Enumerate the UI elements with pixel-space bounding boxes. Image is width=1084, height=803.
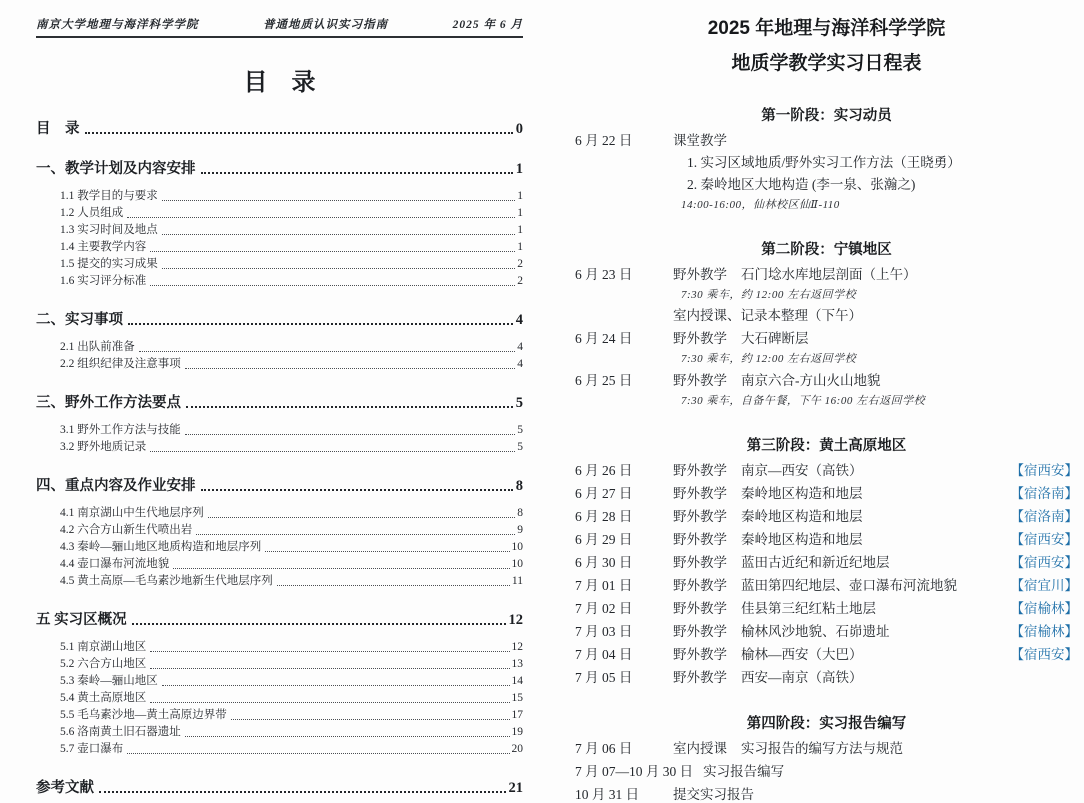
toc-page-number: 9 <box>517 524 523 536</box>
schedule-activity: 室内授课 <box>673 741 727 756</box>
toc-entry <box>36 612 523 628</box>
toc-entry-label: 3.2 野外地质记录 <box>60 441 147 453</box>
schedule-date: 7 月 02 日 <box>575 601 633 616</box>
toc-entry-label: 5.5 毛乌素沙地—黄土高原边界带 <box>60 709 227 721</box>
schedule-row <box>575 625 1078 639</box>
toc-page-number: 14 <box>511 675 523 687</box>
schedule-date: 7 月 05 日 <box>575 670 633 685</box>
schedule-description: 蓝田第四纪地层、壶口瀑布河流地貌 <box>741 578 957 593</box>
toc-page-number: 10 <box>511 541 523 553</box>
toc-page-number: 12 <box>508 612 523 628</box>
schedule-date: 7 月 04 日 <box>575 647 633 662</box>
toc-entry <box>60 190 523 203</box>
toc-dot-leader <box>85 132 513 134</box>
schedule-date: 7 月 01 日 <box>575 578 633 593</box>
toc-entry-label: 4.2 六合方山新生代喷出岩 <box>60 524 193 536</box>
schedule-date: 6 月 29 日 <box>575 532 633 547</box>
toc-dot-leader <box>196 534 515 535</box>
schedule-title-line1: 2025 年地理与海洋科学学院 <box>707 18 946 39</box>
header-date: 2025 年 6 月 <box>452 19 523 31</box>
toc-entry <box>60 241 523 254</box>
schedule-description: 实习报告的编写方法与规范 <box>741 741 903 756</box>
schedule-row-body <box>673 788 1078 802</box>
toc-entry-label: 5.6 洛南黄土旧石器遗址 <box>60 726 181 738</box>
toc-page-number: 0 <box>515 121 523 137</box>
stage-heading: 第四阶段：实习报告编写 <box>746 716 907 732</box>
toc-entry-label: 1.2 人员组成 <box>60 207 124 219</box>
schedule-activity: 野外教学 <box>673 601 727 616</box>
toc-dot-leader <box>139 351 516 352</box>
page-header <box>36 16 523 38</box>
toc-entry <box>60 675 523 688</box>
schedule-activity: 课堂教学 <box>673 133 727 148</box>
schedule-row <box>575 765 1078 779</box>
toc-entry <box>60 743 523 756</box>
schedule-row-body <box>673 374 1078 407</box>
schedule-row-body <box>673 134 1078 211</box>
schedule-row <box>575 134 1078 211</box>
schedule-date: 6 月 28 日 <box>575 509 633 524</box>
stage-heading: 第三阶段：黄土高原地区 <box>746 438 907 454</box>
schedule-date: 6 月 26 日 <box>575 463 633 478</box>
schedule-stages <box>575 107 1078 802</box>
lodging-badge: 【宿西安】 <box>1010 463 1078 478</box>
toc-dot-leader <box>162 268 516 269</box>
schedule-date: 6 月 22 日 <box>575 133 633 148</box>
lodging-badge: 【宿榆林】 <box>1010 601 1078 616</box>
toc-entry <box>36 478 523 494</box>
schedule-row-body <box>673 579 1005 593</box>
schedule-row-body <box>673 602 1005 616</box>
toc-page-number: 1 <box>517 241 523 253</box>
toc-page-number: 2 <box>517 258 523 270</box>
toc-dot-leader <box>185 736 510 737</box>
schedule-row-body <box>673 510 1005 524</box>
toc-entry <box>60 641 523 654</box>
toc-entry <box>60 275 523 288</box>
toc-entry <box>60 358 523 371</box>
lodging-badge: 【宿西安】 <box>1010 532 1078 547</box>
toc-page-number: 13 <box>511 658 523 670</box>
schedule-row <box>575 374 1078 407</box>
schedule-activity: 野外教学 <box>673 267 727 282</box>
toc-entry <box>60 575 523 588</box>
schedule-description: 西安—南京（高铁） <box>741 670 863 685</box>
toc-entry-label: 4.5 黄土高原—毛乌素沙地新生代地层序列 <box>60 575 273 587</box>
toc-dot-leader <box>201 172 513 174</box>
schedule-date: 6 月 27 日 <box>575 486 633 501</box>
header-doc-title: 普通地质认识实习指南 <box>263 19 389 31</box>
stage-heading: 第二阶段：宁镇地区 <box>761 242 892 258</box>
schedule-activity: 野外教学 <box>673 647 727 662</box>
schedule-description: 石门埝水库地层剖面（上午） <box>741 267 917 282</box>
toc-entry <box>60 224 523 237</box>
schedule-title-line2: 地质学教学实习日程表 <box>731 53 922 74</box>
schedule-date: 7 月 07—10 月 30 日 <box>575 764 694 779</box>
toc-entry-label: 5.3 秦岭—骊山地区 <box>60 675 158 687</box>
toc-entry <box>36 121 523 137</box>
schedule-row <box>575 510 1078 524</box>
schedule-row-body <box>673 332 1078 365</box>
schedule-row <box>575 742 1078 756</box>
schedule-date: 7 月 03 日 <box>575 624 633 639</box>
schedule-row <box>575 579 1078 593</box>
schedule-row-body <box>673 533 1005 547</box>
toc-dot-leader <box>150 651 509 652</box>
schedule-row <box>575 332 1078 365</box>
lodging-badge: 【宿榆林】 <box>1010 624 1078 639</box>
toc-entry-label: 2.2 组织纪律及注意事项 <box>60 358 181 370</box>
toc-entry-label: 1.4 主要教学内容 <box>60 241 147 253</box>
toc-dot-leader <box>186 406 513 408</box>
schedule-activity: 野外教学 <box>673 532 727 547</box>
toc-entry-label: 1.3 实习时间及地点 <box>60 224 158 236</box>
lodging-badge: 【宿西安】 <box>1010 555 1078 570</box>
toc-page-number: 2 <box>517 275 523 287</box>
schedule-detail-item: 2. 秦岭地区大地构造 (李一泉、张瀚之) <box>687 177 916 192</box>
schedule-activity: 野外教学 <box>673 555 727 570</box>
toc-dot-leader <box>173 568 509 569</box>
toc-dot-leader <box>150 285 515 286</box>
schedule-description: 佳县第三纪红粘土地层 <box>741 601 876 616</box>
schedule-date: 6 月 30 日 <box>575 555 633 570</box>
schedule-description: 蓝田古近纪和新近纪地层 <box>741 555 890 570</box>
toc-page-number: 21 <box>508 780 523 796</box>
schedule-detail-item: 1. 实习区域地质/野外实习工作方法（王晓勇） <box>687 155 961 170</box>
toc-page-number: 12 <box>511 641 523 653</box>
toc-dot-leader <box>277 585 510 586</box>
toc-entry <box>60 441 523 454</box>
toc-dot-leader <box>185 434 516 435</box>
toc-entry-label: 参考文献 <box>36 780 94 796</box>
toc-page-number: 15 <box>511 692 523 704</box>
toc-page-number: 5 <box>517 441 523 453</box>
schedule-description: 榆林风沙地貌、石峁遗址 <box>741 624 890 639</box>
toc-page-number: 5 <box>515 395 523 411</box>
schedule-row <box>575 671 1078 685</box>
toc-dot-leader <box>150 668 509 669</box>
toc-entry <box>36 161 523 177</box>
toc-entry-label: 一、教学计划及内容安排 <box>36 161 196 177</box>
schedule-activity: 野外教学 <box>673 373 727 388</box>
toc-page-number: 5 <box>517 424 523 436</box>
toc-page-number: 8 <box>515 478 523 494</box>
toc-page-number: 4 <box>515 312 523 328</box>
toc-entry-label: 4.3 秦岭—骊山地区地质构造和地层序列 <box>60 541 262 553</box>
schedule-date: 6 月 23 日 <box>575 267 633 282</box>
toc-entry <box>60 258 523 271</box>
toc-entry-label: 4.4 壶口瀑布河流地貌 <box>60 558 170 570</box>
schedule-row-body <box>673 556 1005 570</box>
schedule-row <box>575 487 1078 501</box>
toc-dot-leader <box>231 719 510 720</box>
schedule-row-body <box>673 268 1078 323</box>
schedule-row-body <box>673 648 1005 662</box>
toc-page-number: 20 <box>511 743 523 755</box>
toc-page-number: 17 <box>511 709 523 721</box>
schedule-description: 秦岭地区构造和地层 <box>741 532 863 547</box>
schedule-activity: 野外教学 <box>673 624 727 639</box>
schedule-description: 南京六合-方山火山地貌 <box>741 373 881 388</box>
schedule-row-body <box>673 464 1005 478</box>
toc-entry-label: 2.1 出队前准备 <box>60 341 135 353</box>
schedule-row <box>575 602 1078 616</box>
schedule-activity: 野外教学 <box>673 670 727 685</box>
toc-page-number: 11 <box>511 575 523 587</box>
toc-entry-label: 目 录 <box>36 121 80 137</box>
schedule-activity: 野外教学 <box>673 486 727 501</box>
schedule-row <box>575 464 1078 478</box>
toc-page-number: 10 <box>511 558 523 570</box>
schedule-detail-note: 7:30 乘车，自备午餐，下午 16:00 左右返回学校 <box>681 395 926 407</box>
toc-entry <box>60 726 523 739</box>
schedule-detail-note: 14:00-16:00，仙林校区仙Ⅱ-110 <box>681 199 840 211</box>
schedule-activity: 提交实习报告 <box>673 787 754 802</box>
toc-page-number: 19 <box>511 726 523 738</box>
toc-entry <box>36 312 523 328</box>
toc-dot-leader <box>127 753 509 754</box>
schedule-date: 10 月 31 日 <box>575 787 640 802</box>
schedule-detail-note: 7:30 乘车，约 12:00 左右返回学校 <box>681 353 857 365</box>
schedule-activity: 野外教学 <box>673 463 727 478</box>
toc-dot-leader <box>208 517 516 518</box>
toc-dot-leader <box>185 368 516 369</box>
schedule-date: 7 月 06 日 <box>575 741 633 756</box>
schedule-description: 榆林—西安（大巴） <box>741 647 863 662</box>
toc-entry <box>60 507 523 520</box>
lodging-badge: 【宿宜川】 <box>1010 578 1078 593</box>
schedule-row-body <box>673 742 1078 756</box>
toc-page-number: 1 <box>517 190 523 202</box>
schedule-date: 6 月 24 日 <box>575 331 633 346</box>
toc-entry-label: 1.5 提交的实习成果 <box>60 258 158 270</box>
schedule-description: 大石碑断层 <box>741 331 809 346</box>
toc-entry-label: 五 实习区概况 <box>36 612 127 628</box>
toc-entry <box>60 424 523 437</box>
schedule-activity: 野外教学 <box>673 578 727 593</box>
schedule-description: 秦岭地区构造和地层 <box>741 486 863 501</box>
schedule-description: 南京—西安（高铁） <box>741 463 863 478</box>
schedule-row <box>575 648 1078 662</box>
toc-entry-label: 3.1 野外工作方法与技能 <box>60 424 181 436</box>
toc-page-number: 4 <box>517 341 523 353</box>
toc-page-number: 1 <box>515 161 523 177</box>
toc-entry <box>60 692 523 705</box>
toc-entry <box>60 709 523 722</box>
schedule-row <box>575 268 1078 323</box>
schedule-detail-note: 7:30 乘车，约 12:00 左右返回学校 <box>681 289 857 301</box>
toc-entry-label: 5.2 六合方山地区 <box>60 658 147 670</box>
toc-entry <box>60 207 523 220</box>
toc-dot-leader <box>265 551 509 552</box>
toc-entry-label: 5.4 黄土高原地区 <box>60 692 147 704</box>
toc-dot-leader <box>132 623 506 625</box>
toc-dot-leader <box>128 323 513 325</box>
toc-entry-label: 5.7 壶口瀑布 <box>60 743 124 755</box>
toc-entry-label: 四、重点内容及作业安排 <box>36 478 196 494</box>
toc-dot-leader <box>150 702 509 703</box>
toc-entry-label: 5.1 南京湖山地区 <box>60 641 147 653</box>
toc-list <box>36 121 523 796</box>
toc-entry-label: 三、野外工作方法要点 <box>36 395 181 411</box>
toc-entry-label: 二、实习事项 <box>36 312 123 328</box>
lodging-badge: 【宿洛南】 <box>1010 486 1078 501</box>
schedule-row <box>575 556 1078 570</box>
schedule-row-body <box>673 487 1005 501</box>
toc-entry <box>60 341 523 354</box>
schedule-activity: 野外教学 <box>673 509 727 524</box>
schedule-description: 秦岭地区构造和地层 <box>741 509 863 524</box>
schedule-date: 6 月 25 日 <box>575 373 633 388</box>
toc-entry <box>36 780 523 796</box>
schedule-detail-text: 室内授课、记录本整理（下午） <box>673 308 862 323</box>
schedule-page <box>545 0 1084 803</box>
toc-entry <box>60 558 523 571</box>
toc-entry <box>36 395 523 411</box>
toc-entry <box>60 658 523 671</box>
schedule-activity: 野外教学 <box>673 331 727 346</box>
toc-dot-leader <box>162 685 510 686</box>
toc-page-number: 1 <box>517 224 523 236</box>
toc-entry <box>60 524 523 537</box>
toc-entry-label: 1.6 实习评分标准 <box>60 275 147 287</box>
toc-dot-leader <box>150 451 515 452</box>
toc-dot-leader <box>127 217 515 218</box>
schedule-row-body <box>673 625 1005 639</box>
schedule-activity: 实习报告编写 <box>703 764 785 779</box>
toc-dot-leader <box>99 791 506 793</box>
stage-heading: 第一阶段：实习动员 <box>761 108 892 124</box>
lodging-badge: 【宿西安】 <box>1010 647 1078 662</box>
toc-entry-label: 4.1 南京湖山中生代地层序列 <box>60 507 204 519</box>
schedule-row <box>575 533 1078 547</box>
toc-page-number: 1 <box>517 207 523 219</box>
toc-dot-leader <box>150 251 515 252</box>
header-institution: 南京大学地理与海洋科学学院 <box>36 19 199 31</box>
lodging-badge: 【宿洛南】 <box>1010 509 1078 524</box>
toc-entry <box>60 541 523 554</box>
toc-dot-leader <box>162 234 516 235</box>
schedule-row-body <box>703 765 1078 779</box>
toc-title: 目 录 <box>243 70 316 96</box>
schedule-row <box>575 788 1078 802</box>
schedule-row-body <box>673 671 1078 685</box>
toc-dot-leader <box>162 200 516 201</box>
toc-dot-leader <box>201 489 513 491</box>
toc-page-number: 4 <box>517 358 523 370</box>
toc-page-number: 8 <box>517 507 523 519</box>
toc-entry-label: 1.1 教学目的与要求 <box>60 190 158 202</box>
